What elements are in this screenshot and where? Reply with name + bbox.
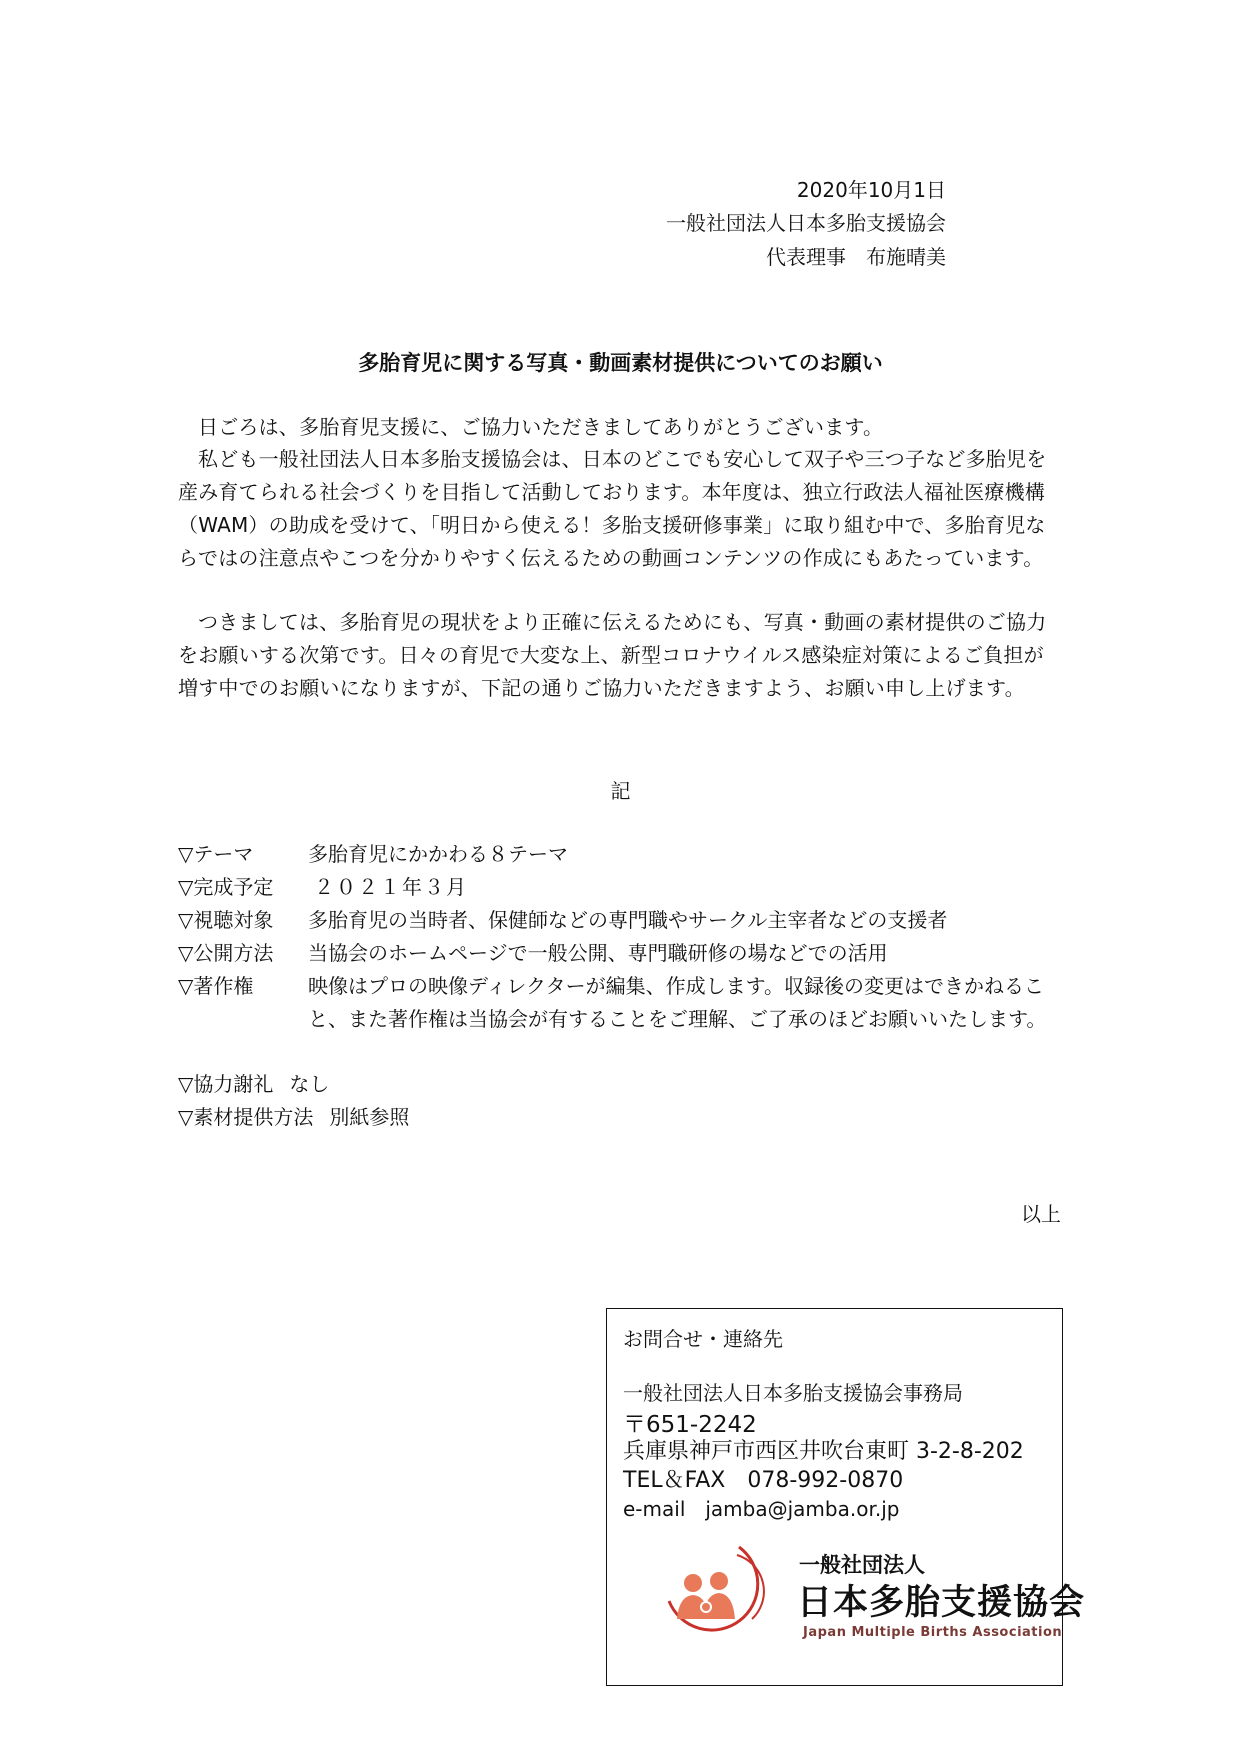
contact-zip: 〒651-2242: [623, 1412, 757, 1438]
greeting-text: 日ごろは、多胎育児支援に、ご協力いただきましてありがとうございます。: [198, 415, 884, 439]
request-paragraph: つきましては、多胎育児の現状をより正確に伝えるためにも、写真・動画の素材提供のご協力をお願いする次第です。日々の育児で大変な上、新型コロナウイルス感染症対策によるご負担が増す中でのお願いになりますが、下記の通りご協力いただきますよう、お願い申し上げます。: [178, 610, 1047, 700]
association-logo: [657, 1541, 1086, 1651]
logo-line2: 日本多胎支援協会: [797, 1583, 1086, 1623]
item-submission: [178, 1101, 409, 1134]
letter-date: 2020年10月1日: [796, 178, 946, 202]
item-label: ▽著作権: [178, 974, 254, 998]
item-label: ▽公開方法: [178, 941, 274, 965]
item-label: ▽素材提供方法: [178, 1105, 314, 1129]
logo-line1: 一般社団法人: [799, 1553, 925, 1577]
contact-address: 兵庫県神戸市西区井吹台東町 3-2-8-202: [623, 1439, 1024, 1464]
greeting-paragraph: [178, 411, 1063, 444]
item-theme: [178, 838, 568, 871]
closing-mark: 以上: [1021, 1202, 1061, 1226]
document-title: 多胎育児に関する写真・動画素材提供についてのお願い: [358, 351, 883, 375]
item-value: 多胎育児にかかわる８テーマ: [308, 842, 568, 866]
item-value: なし: [289, 1072, 330, 1096]
item-value: 映像はプロの映像ディレクターが編集、作成します。収録後の変更はできかねること、また著作権は当協会が有することをご理解、ご了承のほどお願いいたします。: [308, 974, 1047, 1031]
item-label: ▽協力謝礼: [178, 1072, 274, 1096]
item-label: ▽完成予定: [178, 875, 274, 899]
item-audience: [178, 904, 947, 937]
item-reward: [178, 1068, 329, 1101]
contact-box: [606, 1308, 1086, 1686]
sender-representative: 代表理事 布施晴美: [766, 245, 946, 269]
logo-line3: Japan Multiple Births Association: [803, 1625, 1063, 1640]
twins-logo-icon: [657, 1541, 797, 1651]
sender-organization: 一般社団法人日本多胎支援協会: [666, 211, 946, 235]
activity-paragraph: 私ども一般社団法人日本多胎支援協会は、日本のどこでも安心して双子や三つ子など多胎児を産み育てられる社会づくりを目指して活動しております。本年度は、独立行政法人福祉医療機構（WAM）の助成を受けて、「明日から使える！多胎支援研修事業」に取り組む中で、多胎育児ならではの注意点やこつを分かりやすく伝えるための動画コンテンツの作成にもあたっています。: [178, 447, 1047, 570]
item-value: 多胎育児の当時者、保健師などの専門職やサークル主宰者などの支援者: [308, 908, 948, 932]
item-label: ▽視聴対象: [178, 908, 274, 932]
item-copyright: [178, 970, 1063, 1036]
contact-heading: お問合せ・連絡先: [623, 1327, 783, 1351]
contact-office: 一般社団法人日本多胎支援協会事務局: [623, 1381, 963, 1405]
item-value: 当協会のホームページで一般公開、専門職研修の場などでの活用: [308, 941, 888, 965]
ki-heading: 記: [610, 779, 631, 803]
item-value: ２０２１年３月: [314, 875, 468, 899]
contact-tel-fax: TEL＆FAX 078-992-0870: [623, 1468, 904, 1493]
contact-email: e-mail jamba@jamba.or.jp: [623, 1497, 900, 1521]
item-label: ▽テーマ: [178, 842, 254, 866]
item-completion: [178, 871, 468, 904]
item-value: 別紙参照: [329, 1105, 410, 1129]
item-publication: [178, 937, 888, 970]
